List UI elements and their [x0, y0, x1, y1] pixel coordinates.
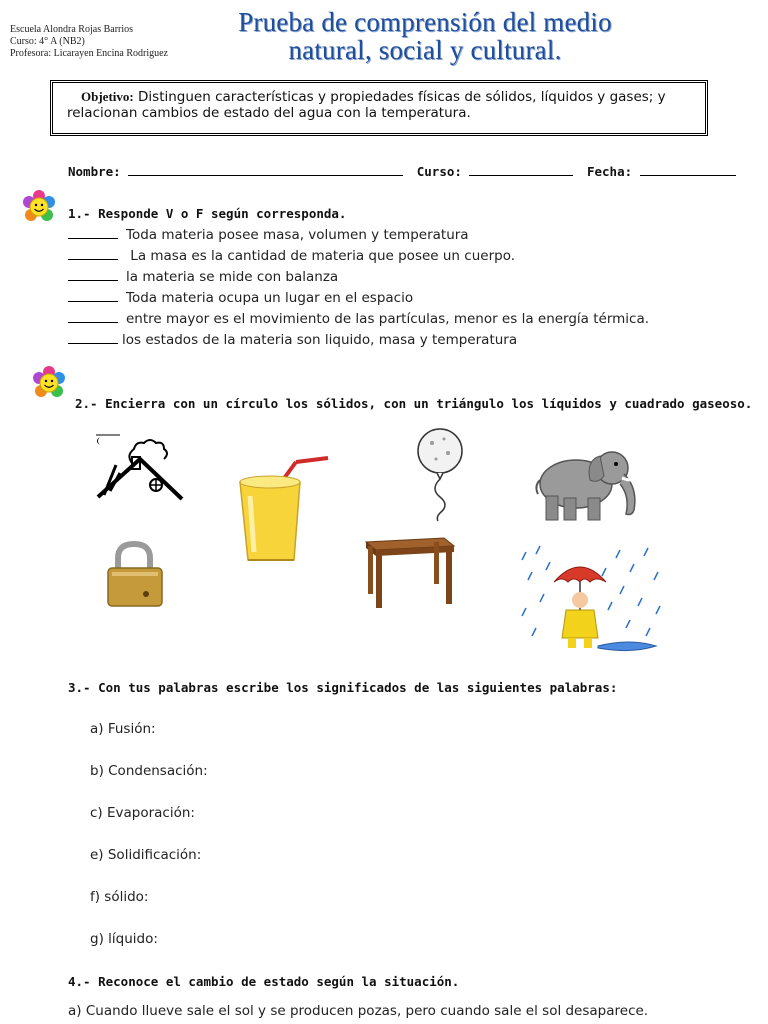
q1-item-text: La masa es la cantidad de materia que posee un cuerpo.: [126, 248, 516, 264]
balloon-image: [410, 425, 470, 523]
flower-smiley-icon: [32, 366, 66, 400]
q3-heading: 3.- Con tus palabras escribe los significados de las siguientes palabras:: [68, 680, 618, 695]
answer-blank[interactable]: [68, 269, 118, 281]
q1-item-text: Toda materia ocupa un lugar en el espacio: [126, 290, 414, 306]
objective-text: Distinguen características y propiedades físicas de sólidos, líquidos y gases; y relacionan cambios de estado del agua con la temperatura.: [67, 89, 666, 121]
q1-item: [68, 248, 515, 264]
objective-label: Objetivo:: [81, 89, 134, 104]
q4-heading: 4.- Reconoce el cambio de estado según la situación.: [68, 974, 460, 989]
name-field[interactable]: [128, 163, 403, 176]
elephant-image: [530, 440, 648, 526]
q1-heading: 1.- Responde V o F según corresponda.: [68, 206, 347, 221]
name-label: Nombre:: [68, 164, 121, 179]
course-field[interactable]: [469, 163, 573, 176]
table-image: [362, 528, 456, 610]
date-label: Fecha:: [586, 164, 633, 179]
q4-item-a: a) Cuando llueve sale el sol y se producen pozas, pero cuando sale el sol desaparece.: [68, 1003, 649, 1019]
course-label: Curso:: [416, 164, 462, 179]
flower-smiley-icon: [22, 190, 56, 224]
page-title: [205, 8, 645, 64]
q3-item: g) líquido:: [90, 931, 158, 947]
title-line-1: Prueba de comprensión del medio: [238, 7, 612, 37]
house-smoke-image: [90, 425, 186, 505]
q1-item: [68, 290, 413, 306]
q3-item: a) Fusión:: [90, 721, 156, 737]
title-line-2: natural, social y cultural.: [288, 35, 562, 65]
answer-blank[interactable]: [68, 227, 118, 239]
q3-item: b) Condensación:: [90, 763, 208, 779]
answer-blank[interactable]: [68, 332, 118, 344]
answer-blank[interactable]: [68, 290, 118, 302]
padlock-image: [100, 540, 170, 610]
student-fields: [68, 163, 738, 179]
juice-glass-image: [236, 452, 332, 566]
answer-blank[interactable]: [68, 311, 118, 323]
school-info: [10, 24, 168, 60]
school-name: Escuela Alondra Rojas Barrios: [10, 24, 134, 35]
q3-item: c) Evaporación:: [90, 805, 195, 821]
q3-item: f) sólido:: [90, 889, 149, 905]
q2-heading: 2.- Encierra con un círculo los sólidos, con un triángulo los líquidos y cuadrado gaseoso.: [75, 396, 753, 411]
date-field[interactable]: [640, 163, 736, 176]
rain-child-image: [520, 542, 666, 658]
teacher-name: Profesora: Licarayen Encina Rodriguez: [10, 48, 168, 59]
q1-item: [68, 269, 338, 285]
q1-item-text: Toda materia posee masa, volumen y temperatura: [126, 227, 469, 243]
q1-item-text: la materia se mide con balanza: [126, 269, 339, 285]
q1-item: [68, 311, 649, 327]
course-info: Curso: 4° A (NB2): [10, 36, 85, 47]
q1-item-text: los estados de la materia son liquido, masa y temperatura: [122, 332, 518, 348]
objective-box: [50, 80, 708, 136]
q1-item-text: entre mayor es el movimiento de las partículas, menor es la energía térmica.: [126, 311, 650, 327]
q3-item: e) Solidificación:: [90, 847, 202, 863]
q1-item: [68, 332, 517, 348]
q1-item: [68, 227, 469, 243]
answer-blank[interactable]: [68, 248, 118, 260]
